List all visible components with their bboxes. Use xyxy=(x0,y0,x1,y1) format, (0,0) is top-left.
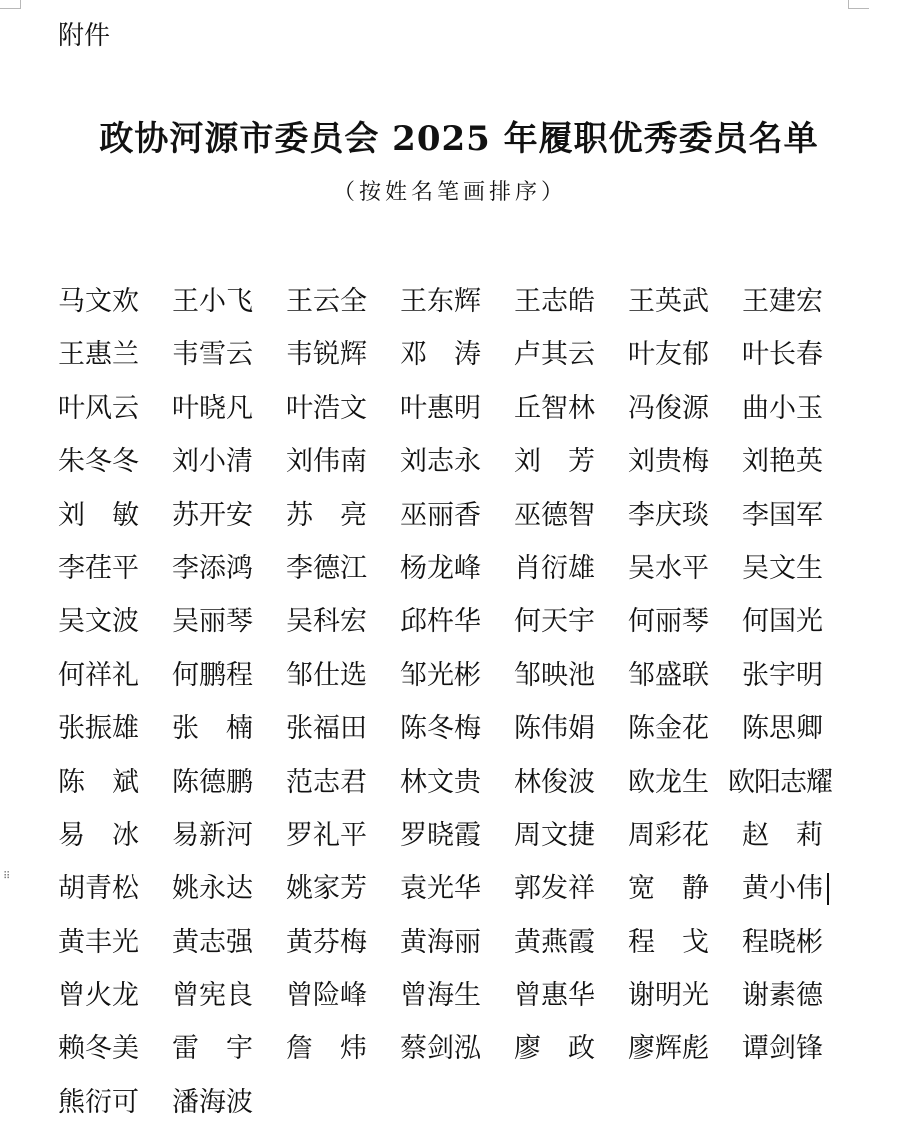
member-name: 林文贵 xyxy=(400,766,481,798)
member-name: 王英武 xyxy=(628,286,709,317)
member-name: 王建宏 xyxy=(742,286,823,317)
member-name: 谭剑锋 xyxy=(742,1033,823,1065)
member-name: 赵 莉 xyxy=(742,819,823,851)
member-name: 陈思卿 xyxy=(742,713,823,745)
member-name: 易新河 xyxy=(172,819,253,851)
member-name: 袁光华 xyxy=(400,873,481,905)
member-name: 吴文生 xyxy=(742,552,823,584)
member-name: 吴丽琴 xyxy=(172,606,253,638)
member-name: 王小飞 xyxy=(172,286,253,317)
member-name: 郭发祥 xyxy=(514,873,595,905)
member-name: 陈金花 xyxy=(628,713,709,745)
member-name: 黄燕霞 xyxy=(514,926,595,958)
member-name: 何国光 xyxy=(742,606,823,638)
member-name: 廖 政 xyxy=(514,1033,595,1065)
member-name: 罗晓霞 xyxy=(400,819,481,851)
member-name: 邹盛联 xyxy=(628,659,709,691)
member-name: 陈 斌 xyxy=(58,766,139,798)
member-name: 王云全 xyxy=(286,286,367,317)
member-name: 詹 炜 xyxy=(286,1033,367,1065)
member-name: 巫丽香 xyxy=(400,499,481,531)
member-name: 曾惠华 xyxy=(514,980,595,1012)
member-name: 张振雄 xyxy=(58,713,139,745)
member-name: 何祥礼 xyxy=(58,659,139,691)
member-name: 叶晓凡 xyxy=(172,392,253,424)
member-name: 叶风云 xyxy=(58,392,139,424)
member-name: 周文捷 xyxy=(514,819,595,851)
member-name: 黄丰光 xyxy=(58,926,139,958)
member-name: 陈德鹏 xyxy=(172,766,253,798)
member-name: 叶浩文 xyxy=(286,392,367,424)
member-name: 肖衍雄 xyxy=(514,552,595,584)
member-name: 李国军 xyxy=(742,499,823,531)
member-name: 曾火龙 xyxy=(58,980,139,1012)
member-name: 邓 涛 xyxy=(400,339,481,371)
member-name: 苏 亮 xyxy=(286,499,367,531)
member-name: 邹光彬 xyxy=(400,659,481,691)
member-name: 卢其云 xyxy=(514,339,595,371)
member-name: 张福田 xyxy=(286,713,367,745)
member-name: 何天宇 xyxy=(514,606,595,638)
member-name: 王惠兰 xyxy=(58,339,139,371)
member-name: 丘智林 xyxy=(514,392,595,424)
member-name: 陈冬梅 xyxy=(400,713,481,745)
drag-handle-icon[interactable]: ⠿ xyxy=(3,871,12,882)
member-name: 刘贵梅 xyxy=(628,446,709,478)
member-name: 何鹏程 xyxy=(172,659,253,691)
member-name: 叶惠明 xyxy=(400,392,481,424)
page-corner-mark xyxy=(848,0,869,9)
member-name: 刘志永 xyxy=(400,446,481,478)
member-name: 廖辉彪 xyxy=(628,1033,709,1065)
member-name: 林俊波 xyxy=(514,766,595,798)
member-name: 朱冬冬 xyxy=(58,446,139,478)
member-name: 谢明光 xyxy=(628,980,709,1012)
member-name: 雷 宇 xyxy=(172,1033,253,1065)
member-name: 姚永达 xyxy=(172,873,253,905)
member-name: 易 冰 xyxy=(58,819,139,851)
member-name: 冯俊源 xyxy=(628,392,709,424)
member-name: 蔡剑泓 xyxy=(400,1033,481,1065)
member-name: 韦锐辉 xyxy=(286,339,367,371)
name-list xyxy=(58,281,918,1135)
member-name: 黄海丽 xyxy=(400,926,481,958)
member-name: 叶友郁 xyxy=(628,339,709,371)
member-name: 何丽琴 xyxy=(628,606,709,638)
member-name: 张 楠 xyxy=(172,713,253,745)
member-name: 欧阳志耀 xyxy=(728,766,832,798)
member-name: 张宇明 xyxy=(742,659,823,691)
member-name: 赖冬美 xyxy=(58,1033,139,1065)
member-name: 杨龙峰 xyxy=(400,552,481,584)
document-subtitle: （按姓名笔画排序） xyxy=(332,180,567,205)
member-name: 黄志强 xyxy=(172,926,253,958)
member-name: 邹仕选 xyxy=(286,659,367,691)
member-name: 刘艳英 xyxy=(742,446,823,478)
member-name: 罗礼平 xyxy=(286,819,367,851)
member-name: 欧龙生 xyxy=(628,766,709,798)
member-name: 李庆琰 xyxy=(628,499,709,531)
text-cursor xyxy=(827,873,829,905)
member-name: 曾险峰 xyxy=(286,980,367,1012)
member-name: 刘小清 xyxy=(172,446,253,478)
member-name: 曾海生 xyxy=(400,980,481,1012)
member-name: 吴水平 xyxy=(628,552,709,584)
member-name: 韦雪云 xyxy=(172,339,253,371)
member-name: 刘 芳 xyxy=(514,446,595,478)
page-corner-mark xyxy=(0,0,21,9)
member-name: 陈伟娟 xyxy=(514,713,595,745)
member-name: 周彩花 xyxy=(628,819,709,851)
member-name: 叶长春 xyxy=(742,339,823,371)
member-name: 姚家芳 xyxy=(286,873,367,905)
member-name: 刘伟南 xyxy=(286,446,367,478)
member-name: 曾宪良 xyxy=(172,980,253,1012)
member-name: 吴文波 xyxy=(58,606,139,638)
member-name: 马文欢 xyxy=(58,286,139,317)
member-name: 熊衍可 xyxy=(58,1086,139,1118)
member-name: 王东辉 xyxy=(400,286,481,317)
member-name: 王志皓 xyxy=(514,286,595,317)
member-name: 范志君 xyxy=(286,766,367,798)
member-name: 谢素德 xyxy=(742,980,823,1012)
member-name: 李添鸿 xyxy=(172,552,253,584)
member-name: 潘海波 xyxy=(172,1086,253,1118)
member-name: 黄小伟 xyxy=(742,873,823,905)
member-name: 胡青松 xyxy=(58,873,139,905)
member-name: 曲小玉 xyxy=(742,392,823,424)
member-name: 巫德智 xyxy=(514,499,595,531)
member-name: 邱杵华 xyxy=(400,606,481,638)
member-name: 李德江 xyxy=(286,552,367,584)
member-name: 李荏平 xyxy=(58,552,139,584)
attachment-label: 附件 xyxy=(58,21,111,51)
document-title: 政协河源市委员会 2025 年履职优秀委员名单 xyxy=(99,119,819,159)
member-name: 宽 静 xyxy=(628,873,709,905)
member-name: 吴科宏 xyxy=(286,606,367,638)
member-name: 黄芬梅 xyxy=(286,926,367,958)
member-name: 刘 敏 xyxy=(58,499,139,531)
member-name: 邹映池 xyxy=(514,659,595,691)
member-name: 苏开安 xyxy=(172,499,253,531)
member-name: 程 戈 xyxy=(628,926,709,958)
member-name: 程晓彬 xyxy=(742,926,823,958)
